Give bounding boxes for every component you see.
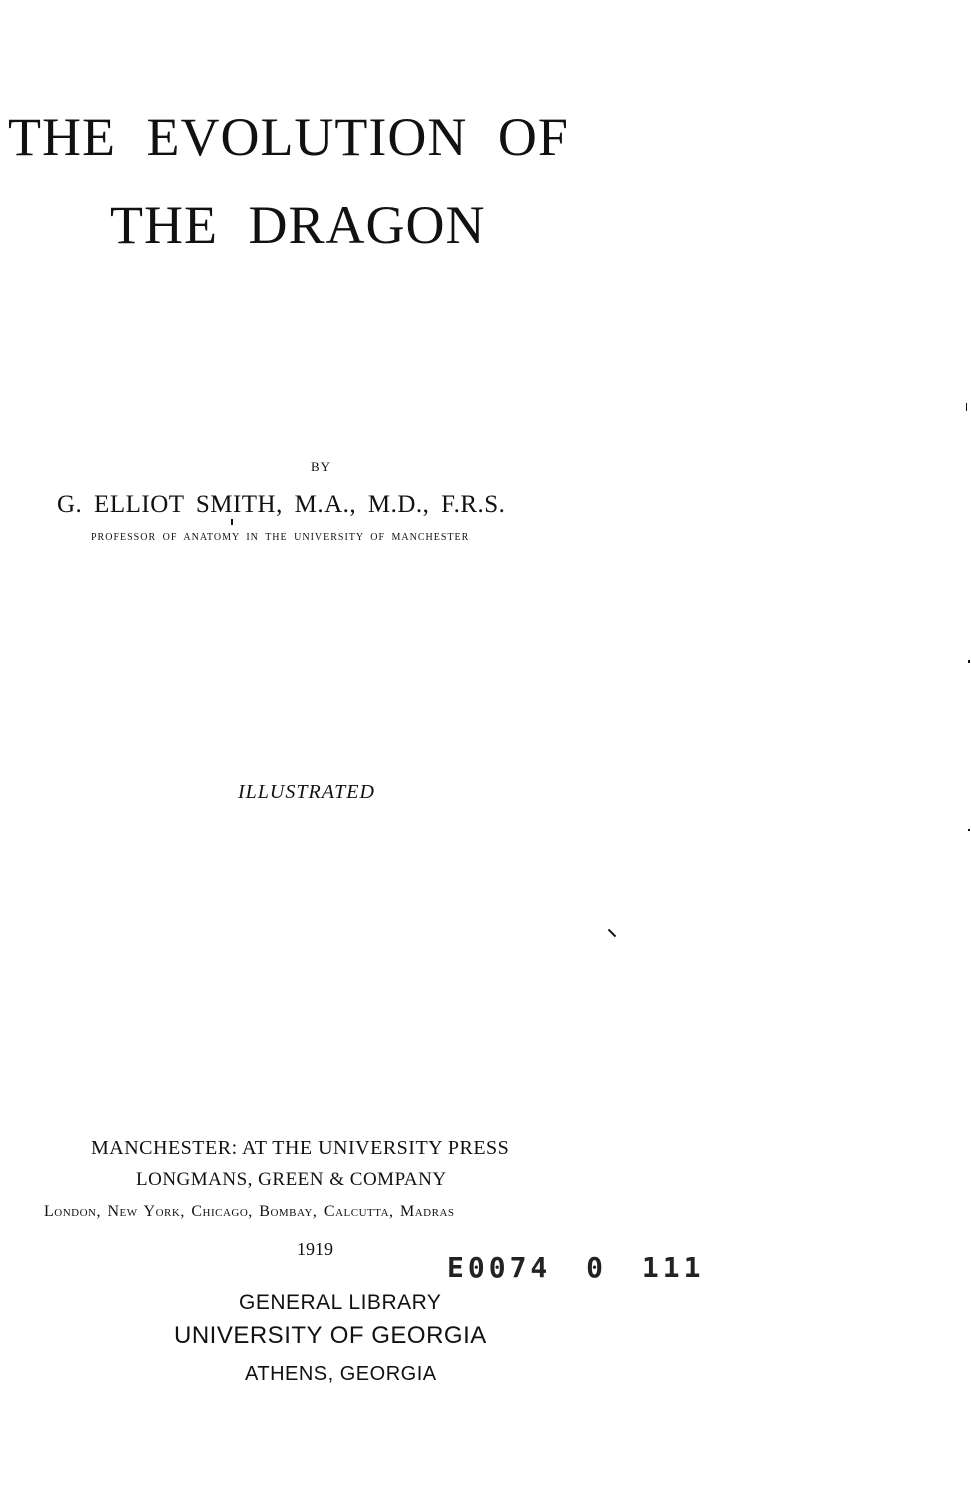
library-stamp-line-1: GENERAL LIBRARY — [239, 1291, 442, 1314]
library-stamp-line-2: UNIVERSITY OF GEORGIA — [174, 1322, 487, 1349]
ink-speck — [968, 829, 970, 831]
title-line-2: THE DRAGON — [110, 195, 486, 255]
publication-year: 1919 — [297, 1239, 333, 1259]
ink-speck — [231, 519, 233, 525]
ink-speck — [608, 929, 616, 937]
author-affiliation: PROFESSOR OF ANATOMY IN THE UNIVERSITY OF MANCHESTER — [91, 532, 470, 543]
publisher-line: LONGMANS, GREEN & COMPANY — [136, 1169, 447, 1190]
byline-by: BY — [311, 459, 332, 474]
illustrated-note: ILLUSTRATED — [238, 781, 375, 803]
library-stamp-line-3: ATHENS, GEORGIA — [245, 1363, 437, 1385]
ink-speck — [968, 660, 970, 663]
press-line: MANCHESTER: AT THE UNIVERSITY PRESS — [91, 1137, 510, 1159]
author-name: G. ELLIOT SMITH, M.A., M.D., F.R.S. — [57, 491, 506, 518]
ink-speck — [966, 403, 967, 411]
cities-line: London, New York, Chicago, Bombay, Calcutta, Madras — [44, 1203, 455, 1220]
library-stamp-number: E0074 0 111 — [447, 1251, 705, 1284]
title-line-1: THE EVOLUTION OF — [8, 107, 569, 167]
